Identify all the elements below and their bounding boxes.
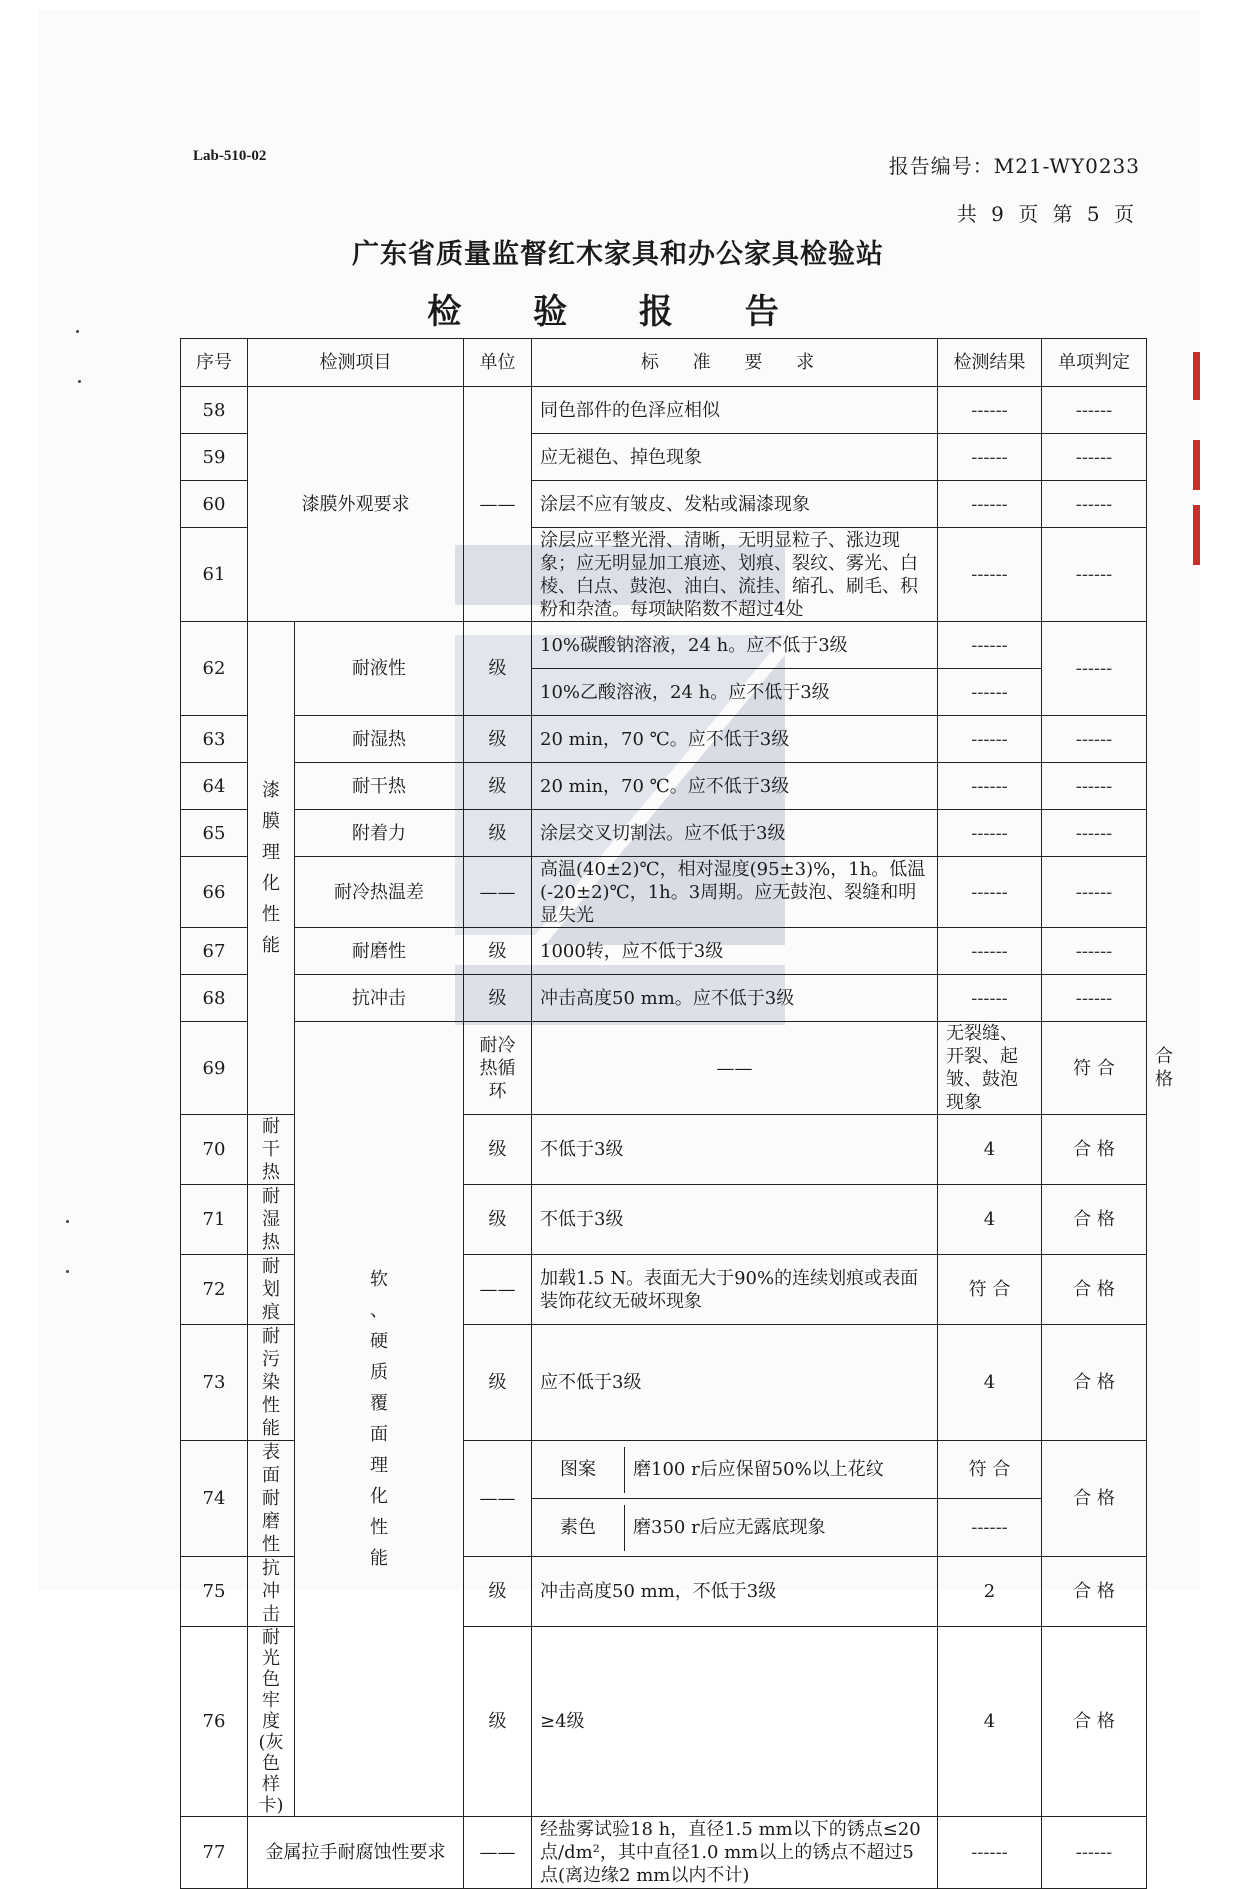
row-result: 4 bbox=[938, 1325, 1042, 1441]
row-result: 符 合 bbox=[1042, 1022, 1147, 1115]
row-unit: —— bbox=[464, 387, 532, 622]
sub-label-plain: 素色 bbox=[532, 1505, 625, 1551]
row-verdict: ------ bbox=[1042, 434, 1147, 481]
row-standard: 涂层应平整光滑、清晰，无明显粒子、涨边现象；应无明显加工痕迹、划痕、裂纹、雾光、白棱、白点、鼓泡、油白、流挂、缩孔、刷毛、积粉和杂渣。每项缺陷数不超过4处 bbox=[532, 528, 938, 622]
row-standard: 涂层不应有皱皮、发粘或漏漆现象 bbox=[532, 481, 938, 528]
row-verdict: ------ bbox=[1042, 810, 1147, 857]
row-unit: —— bbox=[464, 857, 532, 928]
row-item: 抗冲击 bbox=[295, 975, 464, 1022]
red-stamp-edge bbox=[1193, 440, 1200, 490]
row-unit: 级 bbox=[464, 622, 532, 716]
group-char: 理 bbox=[262, 842, 280, 863]
row-seq: 60 bbox=[181, 481, 248, 528]
header-standard: 标 准 要 求 bbox=[532, 339, 938, 387]
sub-label-pattern: 图案 bbox=[532, 1447, 625, 1493]
group-char: 质 bbox=[370, 1362, 388, 1383]
inspection-table bbox=[180, 338, 1147, 1889]
group-char: 膜 bbox=[262, 811, 280, 832]
red-stamp-edge bbox=[1193, 505, 1200, 565]
row-result: 符 合 bbox=[938, 1255, 1042, 1325]
row-verdict: 合 格 bbox=[1042, 1557, 1147, 1627]
row-item: 耐冷热循环 bbox=[464, 1022, 532, 1115]
row-standard: 应不低于3级 bbox=[532, 1325, 938, 1441]
row-seq: 67 bbox=[181, 928, 248, 975]
row-result: ------ bbox=[938, 1817, 1042, 1889]
row-unit: —— bbox=[532, 1022, 938, 1115]
station-name: 广东省质量监督红木家具和办公家具检验站 bbox=[352, 239, 884, 270]
group-char: 覆 bbox=[370, 1393, 388, 1414]
row-standard: 不低于3级 bbox=[532, 1185, 938, 1255]
row-item: 耐干热 bbox=[295, 763, 464, 810]
row-standard: 10%乙酸溶液，24 h。应不低于3级 bbox=[532, 669, 938, 716]
row-standard-split bbox=[532, 1499, 938, 1557]
row-standard: 10%碳酸钠溶液，24 h。应不低于3级 bbox=[532, 622, 938, 669]
header-result: 检测结果 bbox=[938, 339, 1042, 387]
row-verdict: ------ bbox=[1042, 716, 1147, 763]
row-unit: 级 bbox=[464, 1185, 532, 1255]
group-char: 硬 bbox=[370, 1331, 388, 1352]
group-appearance: 漆膜外观要求 bbox=[248, 387, 464, 622]
table-header-row bbox=[181, 339, 1147, 387]
row-seq: 69 bbox=[181, 1022, 248, 1115]
table-row bbox=[181, 975, 1147, 1022]
header-verdict: 单项判定 bbox=[1042, 339, 1147, 387]
row-verdict: 合 格 bbox=[1042, 1185, 1147, 1255]
row-verdict: ------ bbox=[1042, 857, 1147, 928]
row-seq: 63 bbox=[181, 716, 248, 763]
row-verdict: ------ bbox=[1042, 1817, 1147, 1889]
group-char: 、 bbox=[370, 1300, 388, 1321]
row-seq: 71 bbox=[181, 1185, 248, 1255]
row-result: 4 bbox=[938, 1185, 1042, 1255]
report-number: 报告编号：M21-WY0233 bbox=[888, 154, 1140, 178]
row-result: ------ bbox=[938, 622, 1042, 669]
row-unit: 级 bbox=[464, 1325, 532, 1441]
row-verdict: ------ bbox=[1042, 481, 1147, 528]
row-verdict: ------ bbox=[1042, 387, 1147, 434]
row-verdict: ------ bbox=[1042, 928, 1147, 975]
row-seq: 76 bbox=[181, 1627, 248, 1817]
row-unit: 级 bbox=[464, 1557, 532, 1627]
row-unit: 级 bbox=[464, 1627, 532, 1817]
document-code: Lab-510-02 bbox=[193, 148, 267, 164]
page-title: 检 验 报 告 bbox=[427, 292, 809, 332]
header-seq: 序号 bbox=[181, 339, 248, 387]
row-standard: 加载1.5 N。表面无大于90%的连续划痕或表面装饰花纹无破坏现象 bbox=[532, 1255, 938, 1325]
row-standard: ≥4级 bbox=[532, 1627, 938, 1817]
row-unit: 级 bbox=[464, 928, 532, 975]
row-standard: 20 min，70 ℃。应不低于3级 bbox=[532, 763, 938, 810]
table-row bbox=[181, 763, 1147, 810]
group-char: 能 bbox=[262, 935, 280, 956]
table-row bbox=[181, 387, 1147, 434]
group-metal-handle: 金属拉手耐腐蚀性要求 bbox=[248, 1817, 464, 1889]
row-verdict: ------ bbox=[1042, 763, 1147, 810]
row-item: 耐冷热温差 bbox=[295, 857, 464, 928]
row-result: ------ bbox=[938, 1499, 1042, 1557]
row-standard: 1000转，应不低于3级 bbox=[532, 928, 938, 975]
row-standard: 同色部件的色泽应相似 bbox=[532, 387, 938, 434]
row-result: ------ bbox=[938, 716, 1042, 763]
group-char: 软 bbox=[370, 1269, 388, 1290]
row-seq: 59 bbox=[181, 434, 248, 481]
table-row bbox=[181, 716, 1147, 763]
row-verdict: ------ bbox=[1042, 528, 1147, 622]
table-row bbox=[181, 857, 1147, 928]
row-verdict: 合 格 bbox=[1042, 1441, 1147, 1557]
row-seq: 72 bbox=[181, 1255, 248, 1325]
row-standard: 冲击高度50 mm，不低于3级 bbox=[532, 1557, 938, 1627]
row-verdict: 合 格 bbox=[1042, 1255, 1147, 1325]
row-seq: 64 bbox=[181, 763, 248, 810]
scan-speck bbox=[66, 1270, 69, 1273]
header-item: 检测项目 bbox=[248, 339, 464, 387]
row-standard: 无裂缝、开裂、起皱、鼓泡现象 bbox=[938, 1022, 1042, 1115]
red-stamp-edge bbox=[1193, 352, 1200, 400]
row-result: ------ bbox=[938, 857, 1042, 928]
row-standard: 涂层交叉切割法。应不低于3级 bbox=[532, 810, 938, 857]
row-item: 附着力 bbox=[295, 810, 464, 857]
group-char: 理 bbox=[370, 1455, 388, 1476]
row-standard: 20 min，70 ℃。应不低于3级 bbox=[532, 716, 938, 763]
row-unit: 级 bbox=[464, 975, 532, 1022]
row-seq: 68 bbox=[181, 975, 248, 1022]
row-item-line: (灰色样卡) bbox=[258, 1732, 284, 1816]
row-result: ------ bbox=[938, 763, 1042, 810]
row-result: ------ bbox=[938, 669, 1042, 716]
row-seq: 65 bbox=[181, 810, 248, 857]
table-row bbox=[181, 810, 1147, 857]
row-result: 2 bbox=[938, 1557, 1042, 1627]
row-item: 抗冲击 bbox=[248, 1557, 295, 1627]
row-standard: 冲击高度50 mm。应不低于3级 bbox=[532, 975, 938, 1022]
row-verdict: 合 格 bbox=[1042, 1325, 1147, 1441]
row-result: ------ bbox=[938, 481, 1042, 528]
row-standard: 高温(40±2)℃，相对湿度(95±3)%，1h。低温(-20±2)℃，1h。3周期。应无鼓泡、裂缝和明显失光 bbox=[532, 857, 938, 928]
row-result: ------ bbox=[938, 528, 1042, 622]
row-unit: —— bbox=[464, 1255, 532, 1325]
row-item: 耐湿热 bbox=[295, 716, 464, 763]
row-seq: 66 bbox=[181, 857, 248, 928]
row-result: ------ bbox=[938, 928, 1042, 975]
row-unit: 级 bbox=[464, 1115, 532, 1185]
row-result: 符 合 bbox=[938, 1441, 1042, 1499]
row-result: ------ bbox=[938, 387, 1042, 434]
row-unit: —— bbox=[464, 1817, 532, 1889]
row-result: ------ bbox=[938, 975, 1042, 1022]
row-verdict: 合 格 bbox=[1042, 1115, 1147, 1185]
row-unit: —— bbox=[464, 1441, 532, 1557]
group-char: 化 bbox=[262, 873, 280, 894]
row-verdict: ------ bbox=[1042, 622, 1147, 716]
table-row bbox=[181, 1817, 1147, 1889]
page-count: 共 9 页 第 5 页 bbox=[956, 202, 1138, 226]
row-item-line: 耐光色牢度 bbox=[262, 1627, 280, 1732]
row-item: 耐磨性 bbox=[295, 928, 464, 975]
row-item: 表面耐磨性 bbox=[248, 1441, 295, 1557]
row-seq: 62 bbox=[181, 622, 248, 716]
row-result: 4 bbox=[938, 1115, 1042, 1185]
row-unit: 级 bbox=[464, 763, 532, 810]
table-row bbox=[181, 622, 1147, 669]
group-char: 性 bbox=[262, 904, 280, 925]
row-seq: 73 bbox=[181, 1325, 248, 1441]
group-char: 能 bbox=[370, 1548, 388, 1569]
row-seq: 58 bbox=[181, 387, 248, 434]
row-standard-split bbox=[532, 1441, 938, 1499]
row-standard: 磨350 r后应无露底现象 bbox=[633, 1517, 826, 1538]
table-row bbox=[181, 1022, 1147, 1115]
row-standard: 磨100 r后应保留50%以上花纹 bbox=[633, 1459, 884, 1480]
row-verdict: 合 格 bbox=[1042, 1627, 1147, 1817]
row-verdict: ------ bbox=[1042, 975, 1147, 1022]
scan-speck bbox=[66, 1220, 69, 1223]
row-result: ------ bbox=[938, 434, 1042, 481]
table-row bbox=[181, 928, 1147, 975]
row-seq: 77 bbox=[181, 1817, 248, 1889]
row-seq: 70 bbox=[181, 1115, 248, 1185]
row-seq: 74 bbox=[181, 1441, 248, 1557]
row-unit: 级 bbox=[464, 810, 532, 857]
row-result: 4 bbox=[938, 1627, 1042, 1817]
row-item: 耐液性 bbox=[295, 622, 464, 716]
row-result: ------ bbox=[938, 810, 1042, 857]
scan-speck bbox=[78, 380, 81, 383]
row-unit: 级 bbox=[464, 716, 532, 763]
group-paint-film bbox=[248, 622, 295, 1115]
group-char: 化 bbox=[370, 1486, 388, 1507]
row-standard: 不低于3级 bbox=[532, 1115, 938, 1185]
header-unit: 单位 bbox=[464, 339, 532, 387]
row-item: 耐污染性能 bbox=[248, 1325, 295, 1441]
group-char: 漆 bbox=[262, 780, 280, 801]
group-char: 性 bbox=[370, 1517, 388, 1538]
row-standard: 应无褪色、掉色现象 bbox=[532, 434, 938, 481]
row-item bbox=[248, 1627, 295, 1817]
row-seq: 75 bbox=[181, 1557, 248, 1627]
row-item: 耐湿热 bbox=[248, 1185, 295, 1255]
row-item: 耐干热 bbox=[248, 1115, 295, 1185]
group-char: 面 bbox=[370, 1424, 388, 1445]
row-item: 耐划痕 bbox=[248, 1255, 295, 1325]
row-standard: 经盐雾试验18 h，直径1.5 mm以下的锈点≤20点/dm²，其中直径1.0 mm以上的锈点不超过5点(离边缘2 mm以内不计) bbox=[532, 1817, 938, 1889]
group-overlay-surface bbox=[295, 1022, 464, 1817]
row-seq: 61 bbox=[181, 528, 248, 622]
